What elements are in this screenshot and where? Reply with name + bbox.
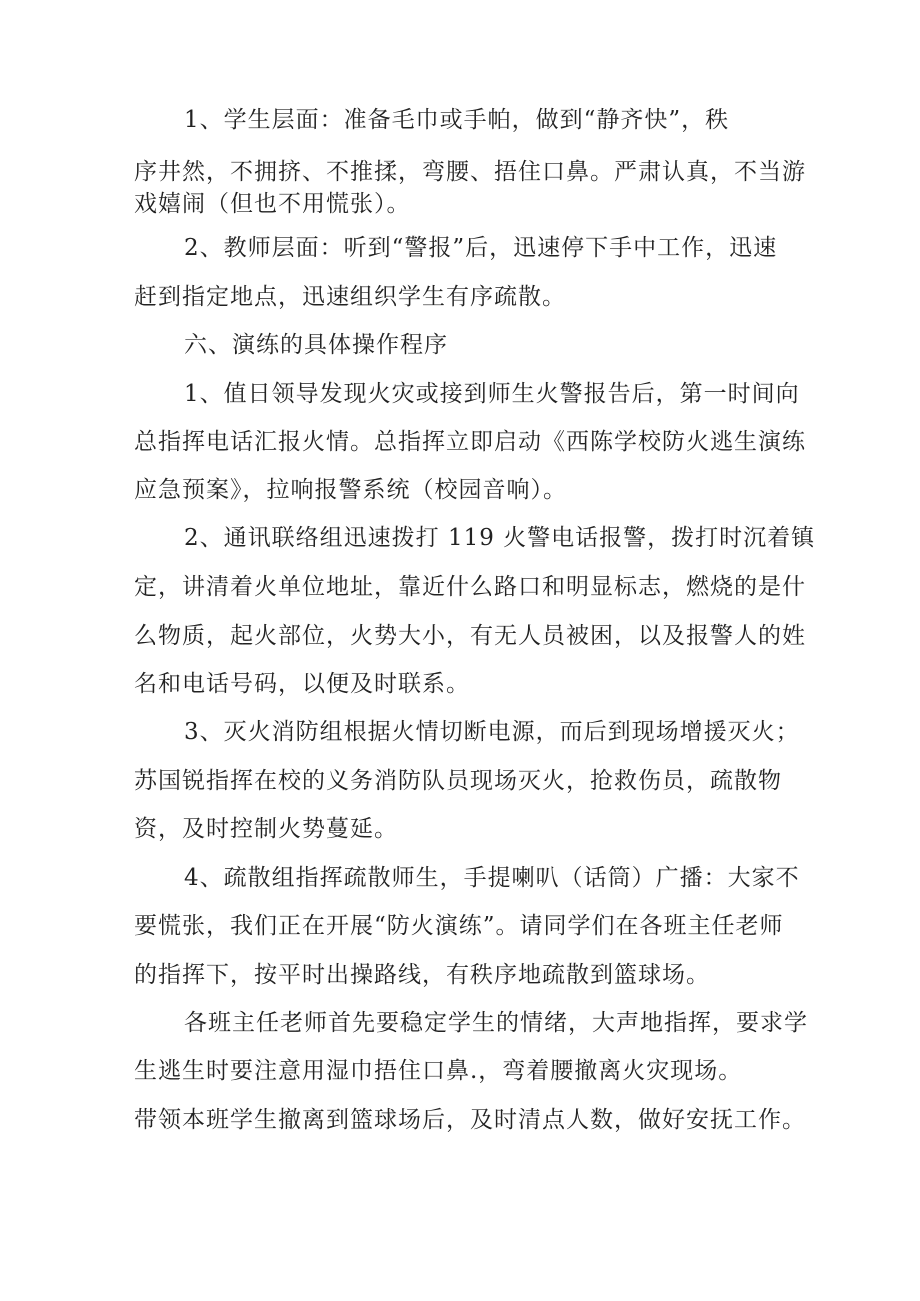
paragraph-5-line-3: 资，及时控制火势蔓延。 bbox=[134, 816, 398, 842]
section-heading: 六、演练的具体操作程序 bbox=[184, 332, 448, 358]
paragraph-4-line-1: 2、通讯联络组迅速拨打 119 火警电话报警，拨打时沉着镇 bbox=[184, 525, 816, 551]
paragraph-3-line-2: 总指挥电话汇报火情。总指挥立即启动《西陈学校防火逃生演练 bbox=[134, 429, 806, 455]
paragraph-2-line-2: 赶到指定地点，迅速组织学生有序疏散。 bbox=[134, 284, 566, 310]
paragraph-3-line-3: 应急预案》，拉响报警系统（校园音响）。 bbox=[134, 477, 567, 503]
paragraph-5-line-2: 苏国锐指挥在校的义务消防队员现场灭火，抢救伤员，疏散物 bbox=[134, 768, 782, 794]
paragraph-6-line-1: 4、疏散组指挥疏散师生，手提喇叭（话筒）广播：大家不 bbox=[184, 865, 800, 891]
paragraph-1-line-3: 戏嬉闹（但也不用慌张）。 bbox=[134, 191, 411, 217]
paragraph-6-line-3: 的指挥下，按平时出操路线，有秩序地疏散到篮球场。 bbox=[134, 962, 710, 988]
paragraph-7-line-1: 各班主任老师首先要稳定学生的情绪，大声地指挥，要求学 bbox=[184, 1010, 808, 1036]
paragraph-4-line-3: 么物质，起火部位，火势大小，有无人员被困，以及报警人的姓 bbox=[134, 623, 806, 649]
paragraph-1-line-1: 1、学生层面：准备毛巾或手帕，做到“静齐快”，秩 bbox=[184, 107, 730, 133]
paragraph-7-line-2: 生逃生时要注意用湿巾捂住口鼻.，弯着腰撤离火灾现场。 bbox=[134, 1058, 743, 1084]
paragraph-4-line-4: 名和电话号码，以便及时联系。 bbox=[134, 671, 470, 697]
paragraph-1-line-2: 序井然，不拥挤、不推揉，弯腰、捂住口鼻。严肃认真，不当游 bbox=[134, 159, 806, 185]
paragraph-5-line-1: 3、灭火消防组根据火情切断电源，而后到现场增援灭火； bbox=[184, 719, 800, 745]
paragraph-6-line-2: 要慌张，我们正在开展“防火演练”。请同学们在各班主任老师 bbox=[134, 913, 784, 939]
paragraph-2-line-1: 2、教师层面：听到“警报”后，迅速停下手中工作，迅速 bbox=[184, 235, 778, 261]
paragraph-4-line-2: 定，讲清着火单位地址，靠近什么路口和明显标志，燃烧的是什 bbox=[134, 574, 806, 600]
paragraph-3-line-1: 1、值日领导发现火灾或接到师生火警报告后，第一时间向 bbox=[184, 381, 800, 407]
paragraph-7-line-3: 带领本班学生撤离到篮球场后，及时清点人数，做好安抚工作。 bbox=[134, 1107, 806, 1133]
